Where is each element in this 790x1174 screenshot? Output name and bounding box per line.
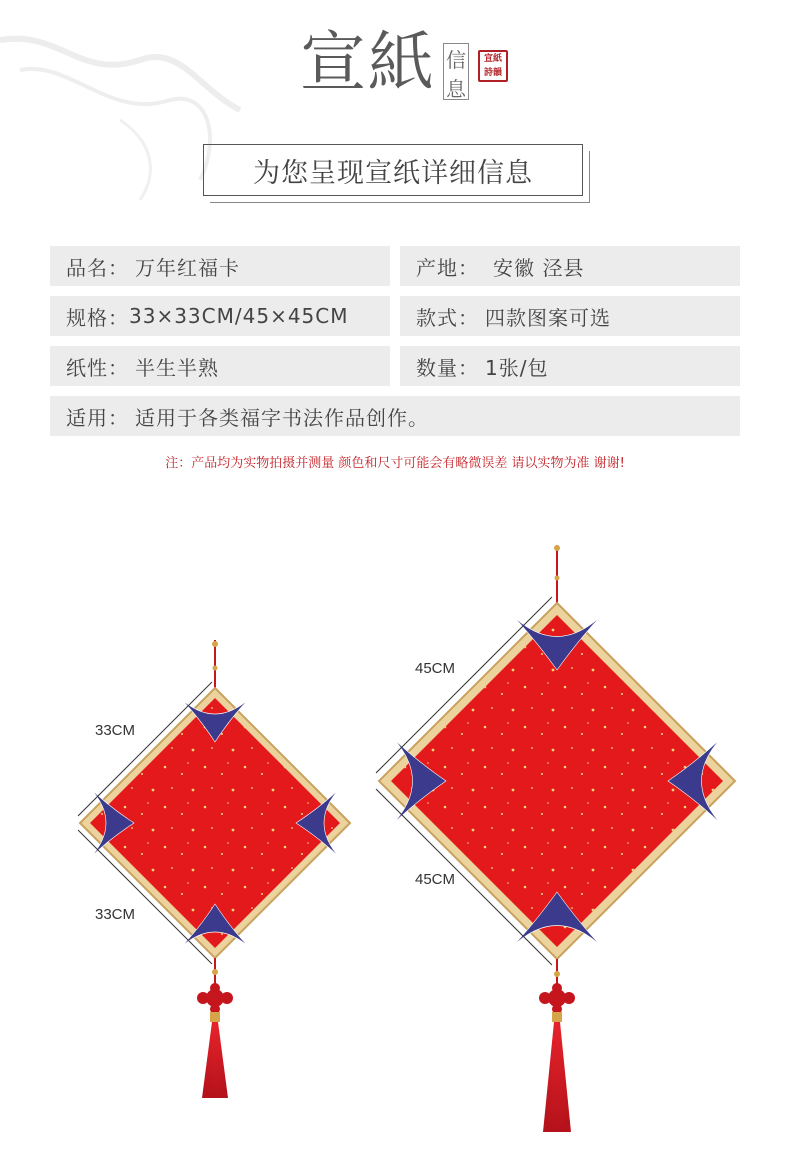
spec-value: 四款图案可选 — [485, 305, 611, 330]
large-fu-card — [376, 545, 735, 1132]
spec-value: 万年红福卡 — [135, 255, 240, 280]
subtitle-box — [203, 144, 583, 196]
tassel — [543, 1022, 571, 1132]
title-sub-box — [443, 43, 469, 100]
title-sub-char: 息 — [446, 77, 466, 101]
dimension-label: 33CM — [95, 722, 136, 739]
spec-value: 1张/包 — [485, 355, 549, 380]
spec-value: 适用于各类福字书法作品创作。 — [135, 405, 429, 430]
spec-row-size — [50, 296, 390, 336]
spec-row-origin — [400, 246, 740, 286]
spec-key: 产地： — [416, 255, 479, 280]
subtitle-text: 为您呈现宣纸详细信息 — [253, 157, 533, 189]
page-title: 宣紙 — [300, 24, 436, 101]
spec-key: 纸性： — [66, 355, 129, 380]
small-fu-card — [78, 640, 350, 1098]
spec-key: 品名： — [66, 255, 129, 280]
spec-key: 适用： — [66, 405, 129, 430]
spec-key: 数量： — [416, 355, 479, 380]
spec-value: 半生半熟 — [135, 355, 219, 380]
spec-row-style — [400, 296, 740, 336]
spec-value: 33×33CM/45×45CM — [129, 304, 349, 328]
spec-row-usage — [50, 396, 740, 436]
spec-key: 款式： — [416, 305, 479, 330]
dimension-label: 45CM — [415, 871, 456, 888]
dimension-label: 33CM — [95, 906, 136, 923]
spec-key: 规格： — [66, 305, 129, 330]
disclaimer-note: 注：产品均为实物拍摄并测量 颜色和尺寸可能会有略微误差 请以实物为准 谢谢! — [165, 456, 625, 471]
spec-row-name — [50, 246, 390, 286]
chinese-knot — [197, 983, 233, 1014]
product-illustration — [0, 520, 790, 1150]
red-seal-stamp: 宣 紙 詩 韻 — [478, 50, 508, 82]
chinese-knot — [539, 983, 575, 1014]
spec-value: 安徽 泾县 — [493, 255, 585, 280]
spec-row-quantity — [400, 346, 740, 386]
spec-row-property — [50, 346, 390, 386]
tassel — [202, 1022, 228, 1098]
title-sub-char: 信 — [446, 48, 466, 72]
dimension-label: 45CM — [415, 660, 456, 677]
